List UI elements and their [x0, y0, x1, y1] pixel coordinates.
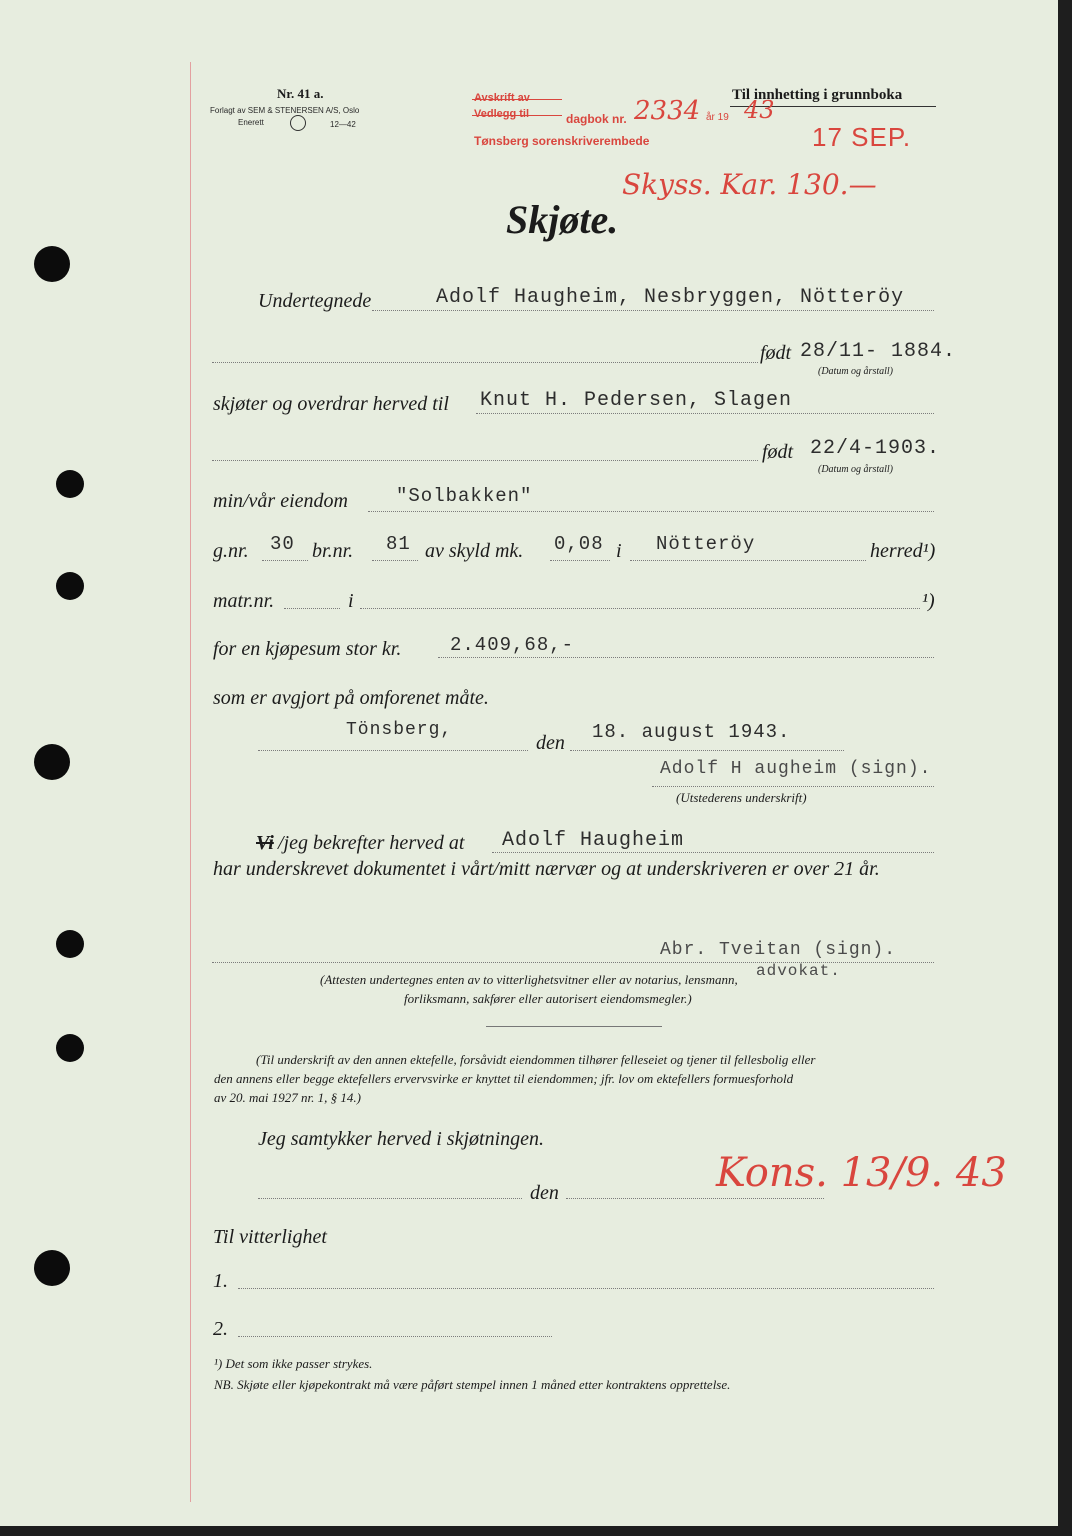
- binder-hole-7: [34, 1250, 70, 1286]
- place-line: [258, 750, 528, 751]
- matr-i-label: i: [348, 590, 354, 612]
- consent-den-label: den: [530, 1182, 559, 1204]
- stamp-dagbok-number: 2334: [634, 96, 701, 126]
- consent-text: Jeg samtykker herved i skjøtningen.: [258, 1128, 545, 1150]
- consent-line: [258, 1198, 522, 1199]
- scan-edge: [1058, 0, 1072, 1536]
- signing-date: 18. august 1943.: [592, 721, 791, 743]
- seller-born-label: født: [760, 342, 792, 364]
- price-label: for en kjøpesum stor kr.: [213, 638, 402, 660]
- property-line: [368, 511, 934, 512]
- seller-line: [372, 310, 934, 311]
- property-name: "Solbakken": [396, 485, 533, 507]
- witness-1-label: 1.: [213, 1270, 228, 1292]
- binder-hole-3: [56, 572, 84, 600]
- seller-label: Undertegnede: [258, 290, 372, 312]
- attest-line: [492, 852, 934, 853]
- stamp-fee: Skyss. Kar. 130.—: [622, 168, 877, 201]
- signing-date-line: [570, 750, 844, 751]
- footnote-1: ¹) Det som ikke passer strykes.: [214, 1356, 373, 1371]
- herred-i-label: i: [616, 540, 622, 562]
- bnr-label: br.nr.: [312, 540, 354, 562]
- bnr-value: 81: [386, 533, 411, 555]
- attest-person: Adolf Haugheim: [502, 829, 685, 852]
- property-label: min/vår eiendom: [213, 490, 348, 512]
- seller-born-value: 28/11- 1884.: [800, 340, 957, 363]
- price-settled: som er avgjort på omforenet måte.: [213, 687, 489, 709]
- skyld-label: av skyld mk.: [425, 540, 524, 562]
- signing-den-label: den: [536, 732, 565, 754]
- witness-1-line: [238, 1288, 934, 1289]
- binder-hole-2: [56, 470, 84, 498]
- buyer-born-label: født: [762, 441, 794, 463]
- matr-note: ¹): [922, 590, 935, 612]
- price-amount: 2.409,68,-: [450, 634, 575, 656]
- herred-line: [630, 560, 866, 561]
- buyer-name: Knut H. Pedersen, Slagen: [480, 389, 793, 412]
- enerett: Enerett: [238, 118, 264, 127]
- witnesses-label: Til vitterlighet: [213, 1226, 327, 1248]
- matr-line-2: [360, 608, 920, 609]
- attest-text: /jeg bekrefter herved at: [278, 832, 465, 854]
- binder-hole-1: [34, 246, 70, 282]
- footnote-2: NB. Skjøte eller kjøpekontrakt må være påført stempel innen 1 måned etter kontraktens opprettelse.: [214, 1377, 731, 1392]
- consent-handwritten: Kons. 13/9. 43: [716, 1150, 1007, 1196]
- attest-line2: har underskrevet dokumentet i vårt/mitt nærvær og at underskriveren er over 21 år.: [213, 858, 880, 880]
- buyer-line: [476, 413, 934, 414]
- stamp-vedlegg: Vedlegg til: [474, 108, 530, 120]
- spouse-note-1: (Til underskrift av den annen ektefelle, forsåvidt eiendommen tilhører felleseiet og tjener til fellesbolig eller: [256, 1052, 816, 1067]
- section-divider: [486, 1026, 662, 1027]
- scan-bottom-edge: [0, 1526, 1072, 1536]
- buyer-born-value: 22/4-1903.: [810, 437, 941, 460]
- stamp-date: 17 SEP.: [812, 122, 912, 152]
- stamp-office: Tønsberg sorenskriverembede: [474, 134, 650, 148]
- skyld-line: [550, 560, 610, 561]
- buyer-line-2: [212, 460, 758, 461]
- gnr-label: g.nr.: [213, 540, 249, 562]
- stamp-dagbok-label: dagbok nr.: [566, 112, 627, 126]
- consent-date-line: [566, 1198, 824, 1199]
- binder-hole-6: [56, 1034, 84, 1062]
- publisher-logo: [290, 115, 306, 131]
- attest-note-1: (Attesten undertegnes enten av to vitterlighetsvitner eller av notarius, lensmann,: [320, 972, 738, 987]
- herred-value: Nötteröy: [656, 533, 756, 555]
- signature-line: [652, 786, 934, 787]
- attest-note-2: forliksmann, sakfører eller autorisert eiendomsmegler.): [404, 991, 692, 1006]
- seller-signature: Adolf H augheim (sign).: [660, 759, 932, 779]
- gnr-value: 30: [270, 533, 295, 555]
- stamp-strike-2: [472, 115, 562, 116]
- spouse-note-3: av 20. mai 1927 nr. 1, § 14.): [214, 1090, 361, 1105]
- signature-caption: (Utstederens underskrift): [676, 790, 807, 805]
- margin-rule: [190, 62, 191, 1502]
- seller-line-2: [212, 362, 758, 363]
- price-line: [438, 657, 934, 658]
- document-title: Skjøte.: [506, 197, 619, 242]
- form-number: Nr. 41 a.: [277, 86, 324, 101]
- matr-label: matr.nr.: [213, 590, 275, 612]
- witness-2-line: [238, 1336, 552, 1337]
- skyld-value: 0,08: [554, 533, 604, 555]
- bnr-line: [372, 560, 418, 561]
- stamp-year-label: år 19: [706, 112, 729, 123]
- attest-struck-prefix: Vi: [256, 832, 274, 854]
- purpose-label: Til innhetting i grunnboka: [732, 87, 903, 103]
- buyer-label: skjøter og overdrar herved til: [213, 393, 449, 415]
- buyer-date-hint: (Datum og årstall): [818, 464, 893, 475]
- matr-line: [284, 608, 340, 609]
- witness-title: advokat.: [756, 962, 841, 980]
- witness-2-label: 2.: [213, 1318, 228, 1340]
- form-edition: 12—42: [330, 120, 356, 129]
- gnr-line: [262, 560, 308, 561]
- seller-name: Adolf Haugheim, Nesbryggen, Nötteröy: [436, 286, 905, 309]
- stamp-strike-1: [472, 99, 562, 100]
- signing-place: Tönsberg,: [346, 720, 453, 740]
- publisher-line: Forlagt av SEM & STENERSEN A/S, Oslo: [210, 106, 360, 115]
- seller-date-hint: (Datum og årstall): [818, 366, 893, 377]
- binder-hole-4: [34, 744, 70, 780]
- stamp-avskrift: Avskrift av: [474, 92, 530, 104]
- spouse-note-2: den annens eller begge ektefellers ervervsvirke er knyttet til eiendommen; jfr. lov om ektefellers formuesforhold: [214, 1071, 794, 1086]
- witness-signature: Abr. Tveitan (sign).: [660, 940, 897, 960]
- binder-hole-5: [56, 930, 84, 958]
- stamp-year-value: 43: [744, 96, 775, 124]
- herred-label: herred¹): [870, 540, 936, 562]
